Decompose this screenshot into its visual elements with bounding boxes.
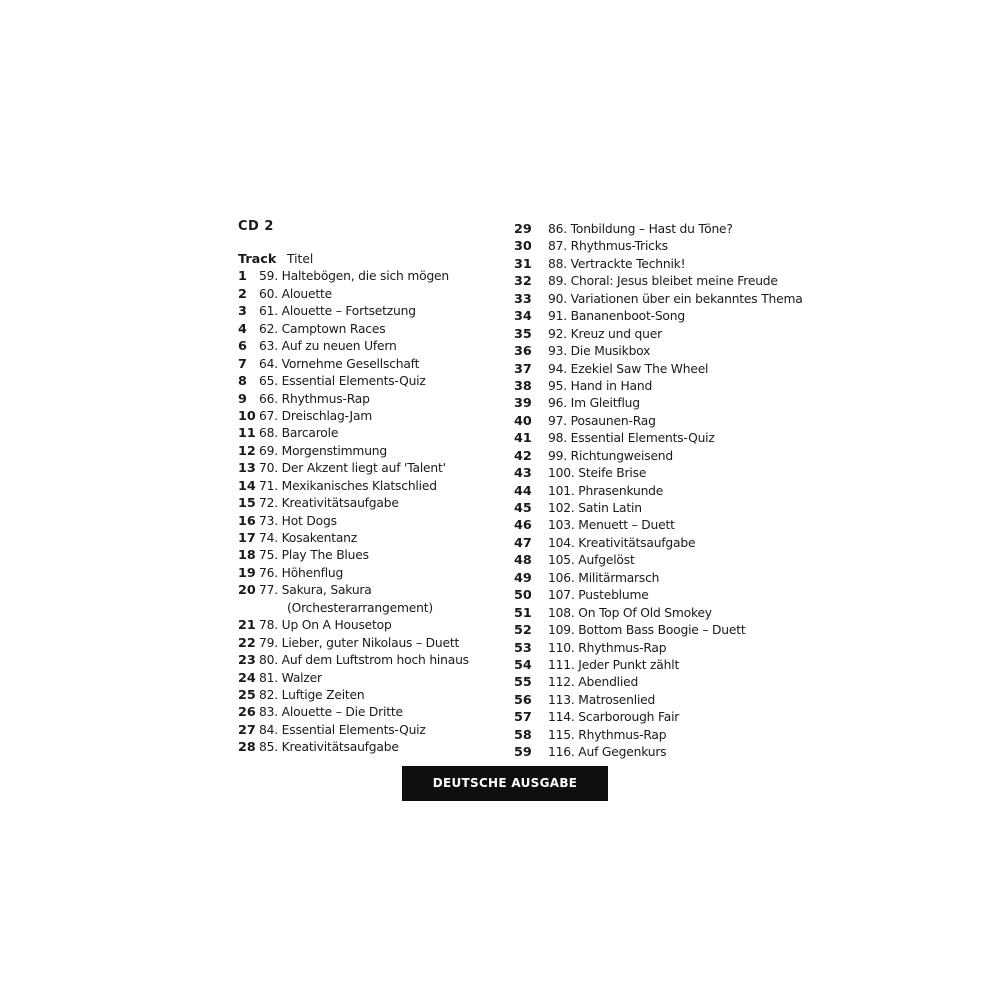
track-title [259,704,403,721]
track-row [238,356,498,373]
track-title [259,547,369,564]
track-title [259,513,337,530]
track-title [259,286,332,303]
track-title [548,238,668,255]
track-title-text: 73. Hot Dogs [259,513,337,528]
track-row [514,291,804,308]
track-row [238,495,498,512]
track-row [514,552,804,569]
track-number: 38 [514,378,532,394]
track-title-text: 89. Choral: Jesus bleibet meine Freude [548,274,778,289]
track-title-text: 95. Hand in Hand [548,378,653,393]
track-column-header: Track [238,252,277,267]
track-number: 34 [514,309,532,325]
track-row [238,652,498,669]
track-number: 59 [514,745,532,761]
track-title [259,391,370,408]
track-number: 24 [238,670,256,686]
track-title-text: 91. Bananenboot-Song [548,309,685,324]
cd-label: CD 2 [238,219,274,234]
track-title [548,221,733,238]
track-row [514,744,804,761]
track-row [238,391,498,408]
track-row [238,513,498,530]
track-title [259,722,426,739]
track-title-text: 60. Alouette [259,286,332,301]
track-title-text: 111. Jeder Punkt zählt [548,657,680,672]
track-number: 18 [238,548,256,564]
track-title-text: 65. Essential Elements-Quiz [259,374,426,389]
track-title-text: 64. Vornehme Gesellschaft [259,356,420,371]
track-title-text: 74. Kosakentanz [259,531,358,545]
track-title-text: 116. Auf Gegenkurs [548,745,667,760]
track-number: 26 [238,705,256,721]
track-row [514,605,804,622]
track-row [514,465,804,482]
track-number: 25 [238,687,256,703]
track-title-text: 94. Ezekiel Saw The Wheel [548,361,709,376]
track-title [548,430,715,447]
track-number: 39 [514,396,532,412]
track-title [259,565,343,582]
track-title [548,256,685,273]
track-title [548,413,656,430]
track-title-text: 85. Kreativitätsaufgabe [259,740,399,755]
track-number: 19 [238,565,256,581]
track-number: 46 [514,518,532,534]
track-number: 41 [514,431,532,447]
track-title-text: 115. Rhythmus-Rap [548,727,667,742]
track-title-text: 68. Barcarole [259,426,339,441]
track-row [238,478,498,495]
track-number: 12 [238,443,256,459]
track-title [548,552,635,569]
track-number: 17 [238,531,256,546]
track-number: 29 [514,222,532,237]
track-row [514,692,804,709]
track-title-text: 93. Die Musikbox [548,344,651,359]
track-title-text: 103. Menuett – Duett [548,518,675,533]
track-number: 16 [238,513,256,529]
track-title [259,652,469,669]
track-title-text: 80. Auf dem Luftstrom hoch hinaus [259,653,469,668]
track-title-text: 71. Mexikanisches Klatschlied [259,478,437,493]
track-title [548,692,655,709]
track-row [514,483,804,500]
track-title [548,273,778,290]
track-title [259,373,426,390]
track-title [259,321,385,338]
track-title-text: 70. Der Akzent liegt auf 'Talent' [259,461,446,476]
track-row [514,517,804,534]
track-title [548,378,652,395]
track-number: 50 [514,588,532,604]
track-title-text: 108. On Top Of Old Smokey [548,605,712,620]
track-number: 51 [514,605,532,621]
track-row [514,535,804,552]
track-row [514,395,804,412]
track-row [514,378,804,395]
track-number: 47 [514,535,532,551]
track-row [514,308,804,325]
track-title-text: 90. Variationen über ein bekanntes Thema [548,291,803,306]
track-title-text: 92. Kreuz und quer [548,326,662,341]
track-title [259,739,399,756]
track-number: 45 [514,501,532,516]
track-title-text: 101. Phrasenkunde [548,483,664,498]
track-number: 49 [514,570,532,586]
track-title [548,605,712,622]
track-row [514,326,804,343]
track-row [238,722,498,739]
track-title [259,617,392,634]
track-row [514,727,804,744]
track-row [514,587,804,604]
track-number: 10 [238,408,256,424]
track-title-text: 61. Alouette – Fortsetzung [259,304,416,319]
track-number: 11 [238,426,256,442]
track-title [259,356,419,373]
track-title-text: 104. Kreativitätsaufgabe [548,535,696,550]
track-number: 20 [238,583,256,599]
track-row [238,460,498,477]
track-title [548,395,640,412]
track-number: 32 [514,274,532,290]
track-title-text: 107. Pusteblume [548,588,649,603]
track-number: 40 [514,413,532,429]
track-title [259,443,387,460]
track-title [259,303,416,320]
track-title-text: 72. Kreativitätsaufgabe [259,496,399,511]
track-title [259,408,372,425]
track-title [548,308,685,325]
track-number: 44 [514,483,532,499]
track-row [238,321,498,338]
track-title [548,361,708,378]
track-row [238,286,498,303]
track-number: 31 [514,256,532,272]
track-row [238,704,498,721]
track-row [238,408,498,425]
track-number: 4 [238,321,247,337]
track-title [548,709,679,726]
track-row [514,256,804,273]
track-title [259,425,338,442]
track-title-text: 63. Auf zu neuen Ufern [259,339,397,354]
track-title-text: 113. Matrosenlied [548,692,656,707]
track-title [548,448,673,465]
track-title-text: 97. Posaunen-Rag [548,413,656,428]
track-title-text: 82. Luftige Zeiten [259,687,365,702]
track-title-text: 87. Rhythmus-Tricks [548,239,668,254]
track-row [514,430,804,447]
track-number: 30 [514,239,532,255]
tracklist-header [238,251,498,268]
track-row [514,343,804,360]
track-row [238,443,498,460]
track-title [548,674,638,691]
track-row [514,221,804,238]
track-row [238,617,498,634]
track-row [514,500,804,517]
track-title [259,268,449,285]
track-number: 53 [514,640,532,656]
track-number: 42 [514,448,532,464]
track-row [238,530,498,547]
track-number: 2 [238,286,247,302]
track-row [514,709,804,726]
track-title [259,495,399,512]
track-number: 15 [238,496,256,512]
track-number: 6 [238,339,247,355]
track-title-text: 110. Rhythmus-Rap [548,640,667,655]
title-column-header: Titel [287,252,314,266]
track-number: 37 [514,361,532,377]
track-title [548,640,666,657]
track-title [548,465,646,482]
track-row [514,238,804,255]
tracklist-right-column [514,221,804,762]
track-title-text: 106. Militärmarsch [548,570,660,585]
track-row [238,565,498,582]
track-title-text: 105. Aufgelöst [548,553,635,568]
track-number: 23 [238,653,256,669]
track-row [514,622,804,639]
track-number: 7 [238,356,247,372]
track-title [548,535,695,552]
track-row [238,547,498,564]
track-title-text: 99. Richtungweisend [548,448,674,463]
track-title-text: 79. Lieber, guter Nikolaus – Duett [259,635,460,650]
left-track-list [238,268,498,756]
track-number: 56 [514,692,532,708]
track-number: 33 [514,291,532,307]
track-number: 35 [514,326,532,342]
track-row [514,361,804,378]
tracklist-left-column [238,218,498,757]
track-row [238,373,498,390]
track-row [514,413,804,430]
track-title [548,500,642,517]
track-row [514,570,804,587]
track-number: 54 [514,657,532,673]
track-title [548,326,662,343]
track-title [259,460,446,477]
track-number: 28 [238,740,256,756]
track-title-text: 102. Satin Latin [548,501,642,515]
track-title [259,530,357,547]
track-title-text: 59. Haltebögen, die sich mögen [259,269,450,284]
track-number: 27 [238,722,256,738]
track-title [259,635,459,652]
track-title-text: 62. Camptown Races [259,321,386,336]
track-title-text: 66. Rhythmus-Rap [259,391,370,406]
track-title [548,622,746,639]
track-title-text: 112. Abendlied [548,675,639,690]
track-row [514,640,804,657]
track-title-continuation: (Orchesterarrangement) [287,600,433,615]
right-track-list [514,221,804,762]
track-title-text: 88. Vertrackte Technik! [548,256,686,271]
track-title-text: 84. Essential Elements-Quiz [259,722,426,737]
track-title-text: 76. Höhenflug [259,565,344,580]
track-number: 52 [514,623,532,639]
track-title-text: 96. Im Gleitflug [548,396,640,411]
track-number: 3 [238,304,247,320]
track-row [238,687,498,704]
track-title [548,570,659,587]
track-number: 43 [514,466,532,482]
track-row [514,448,804,465]
track-row [238,268,498,285]
track-title-text: 86. Tonbildung – Hast du Töne? [548,222,733,236]
track-title [548,517,675,534]
track-title [548,291,803,308]
track-title [548,483,663,500]
track-row [238,739,498,756]
track-number: 9 [238,391,247,407]
track-row [238,303,498,320]
track-number: 57 [514,710,532,726]
track-title-text: 67. Dreischlag-Jam [259,408,373,423]
track-title-text: 109. Bottom Bass Boogie – Duett [548,623,746,638]
track-title-text: 114. Scarborough Fair [548,710,680,725]
track-title [259,582,433,617]
track-title-text: 78. Up On A Housetop [259,618,392,633]
track-title [548,343,650,360]
track-title-text: 83. Alouette – Die Dritte [259,705,403,720]
track-row [238,635,498,652]
track-title [548,744,666,761]
track-number: 58 [514,727,532,743]
track-row [514,657,804,674]
track-row [238,338,498,355]
track-number: 14 [238,478,256,494]
spacer [238,236,498,251]
track-title [259,687,365,704]
track-number: 13 [238,461,256,477]
track-title-text: 69. Morgenstimmung [259,443,387,458]
track-number: 55 [514,675,532,691]
track-title-text: 77. Sakura, Sakura [259,583,372,598]
track-title-text: 81. Walzer [259,670,322,685]
track-title [259,478,437,495]
track-row [238,582,498,617]
track-number: 21 [238,618,256,634]
track-number: 48 [514,553,532,569]
track-row [514,273,804,290]
track-number: 8 [238,374,247,390]
track-title-text: 98. Essential Elements-Quiz [548,431,715,446]
track-title-text: 100. Steife Brise [548,466,647,481]
track-row [238,670,498,687]
track-title [548,727,666,744]
track-title [259,338,397,355]
track-title [259,670,322,687]
track-number: 22 [238,635,256,651]
track-title [548,587,649,604]
edition-banner: DEUTSCHE AUSGABE [402,766,608,801]
track-number: 36 [514,344,532,360]
track-row [238,425,498,442]
track-number: 1 [238,269,247,285]
track-row [514,674,804,691]
track-title [548,657,679,674]
track-title-text: 75. Play The Blues [259,548,369,563]
